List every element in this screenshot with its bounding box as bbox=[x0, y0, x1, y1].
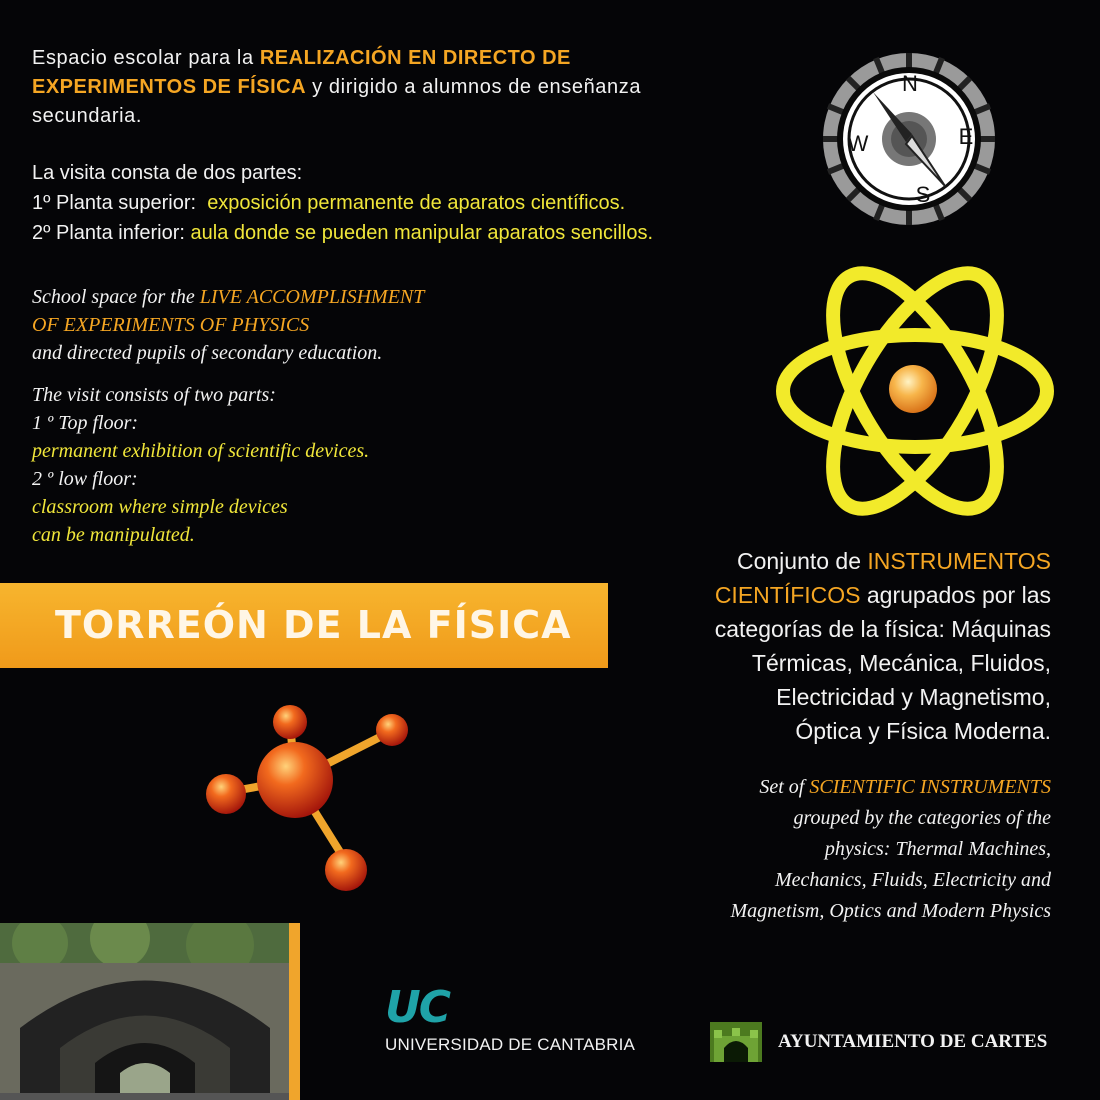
uc-logo-name: UNIVERSIDAD DE CANTABRIA bbox=[385, 1035, 636, 1054]
intro-es-highlight-2: EXPERIMENTOS DE FÍSICA bbox=[32, 76, 307, 98]
visit-es-part2-text: aula donde se pueden manipular aparatos sencillos. bbox=[190, 222, 654, 244]
visit-es-part2-label: 2º Planta inferior: bbox=[32, 222, 191, 244]
visit-en-intro: The visit consists of two parts: bbox=[32, 384, 276, 406]
intro-es-text-3: secundaria. bbox=[32, 105, 142, 127]
instruments-es-text-6: Óptica y Física Moderna. bbox=[795, 718, 1051, 744]
uc-logo-mark: UC bbox=[385, 982, 450, 1033]
visit-es-intro: La visita consta de dos partes: bbox=[32, 162, 303, 184]
instruments-en-text-3: physics: Thermal Machines, bbox=[824, 838, 1051, 860]
instruments-en-highlight: SCIENTIFIC INSTRUMENTS bbox=[809, 776, 1051, 798]
title-banner bbox=[0, 583, 608, 668]
cartes-emblem-icon bbox=[710, 1022, 762, 1062]
compass-icon bbox=[820, 50, 998, 228]
uc-logo bbox=[385, 982, 636, 1055]
visit-en-part2-text-1: classroom where simple devices bbox=[32, 496, 288, 518]
instruments-es-text-2: agrupados por las bbox=[860, 582, 1051, 608]
visit-en-part2-label: 2 º low floor: bbox=[32, 468, 138, 490]
visit-es bbox=[32, 158, 772, 248]
visit-es-part1-text: exposición permanente de aparatos científicos. bbox=[207, 192, 626, 214]
instruments-es-text-5: Electricidad y Magnetismo, bbox=[776, 684, 1051, 710]
visit-en bbox=[32, 381, 592, 549]
intro-en-highlight-2: OF EXPERIMENTS OF PHYSICS bbox=[32, 314, 310, 336]
instruments-es bbox=[631, 544, 1051, 748]
cartes-name: AYUNTAMIENTO DE CARTES bbox=[778, 1031, 1048, 1052]
molecule-icon bbox=[200, 700, 430, 900]
visit-es-part1-label: 1º Planta superior: bbox=[32, 192, 208, 214]
instruments-en-text-5: Magnetism, Optics and Modern Physics bbox=[730, 900, 1051, 922]
intro-en-text-3: and directed pupils of secondary education. bbox=[32, 342, 383, 364]
instruments-en-text: Set of bbox=[759, 776, 810, 798]
intro-en-highlight-1: LIVE ACCOMPLISHMENT bbox=[199, 286, 425, 308]
intro-es-highlight-1: REALIZACIÓN EN DIRECTO DE bbox=[259, 47, 571, 69]
intro-en bbox=[32, 283, 592, 367]
intro-es bbox=[32, 44, 748, 131]
compass-n-label: N bbox=[902, 71, 918, 96]
title-banner-text: TORREÓN DE LA FÍSICA bbox=[55, 603, 572, 647]
visit-en-part1-text: permanent exhibition of scientific devices. bbox=[32, 440, 370, 462]
compass-e-label: E bbox=[958, 124, 974, 149]
intro-es-text-2: y dirigido a alumnos de enseñanza bbox=[306, 76, 642, 98]
instruments-es-text-3: categorías de la física: Máquinas bbox=[714, 616, 1051, 642]
intro-en-text: School space for the bbox=[32, 286, 200, 308]
instruments-en-text-2: grouped by the categories of the bbox=[793, 807, 1051, 829]
intro-es-text: Espacio escolar para la bbox=[32, 47, 260, 69]
visit-en-part2-text-2: can be manipulated. bbox=[32, 524, 195, 546]
instruments-es-highlight-2: CIENTÍFICOS bbox=[714, 582, 861, 608]
tunnel-photo-image bbox=[0, 923, 289, 1100]
instruments-en-text-4: Mechanics, Fluids, Electricity and bbox=[774, 869, 1051, 891]
atom-icon bbox=[775, 262, 1055, 524]
tunnel-photo bbox=[0, 923, 300, 1100]
instruments-es-text-4: Térmicas, Mecánica, Fluidos, bbox=[751, 650, 1051, 676]
visit-en-part1-label: 1 º Top floor: bbox=[32, 412, 139, 434]
instruments-es-highlight-1: INSTRUMENTOS bbox=[867, 548, 1051, 574]
instruments-en bbox=[631, 772, 1051, 927]
compass-s-label: S bbox=[915, 182, 931, 207]
instruments-es-text: Conjunto de bbox=[736, 548, 868, 574]
compass-w-label: W bbox=[847, 131, 869, 156]
